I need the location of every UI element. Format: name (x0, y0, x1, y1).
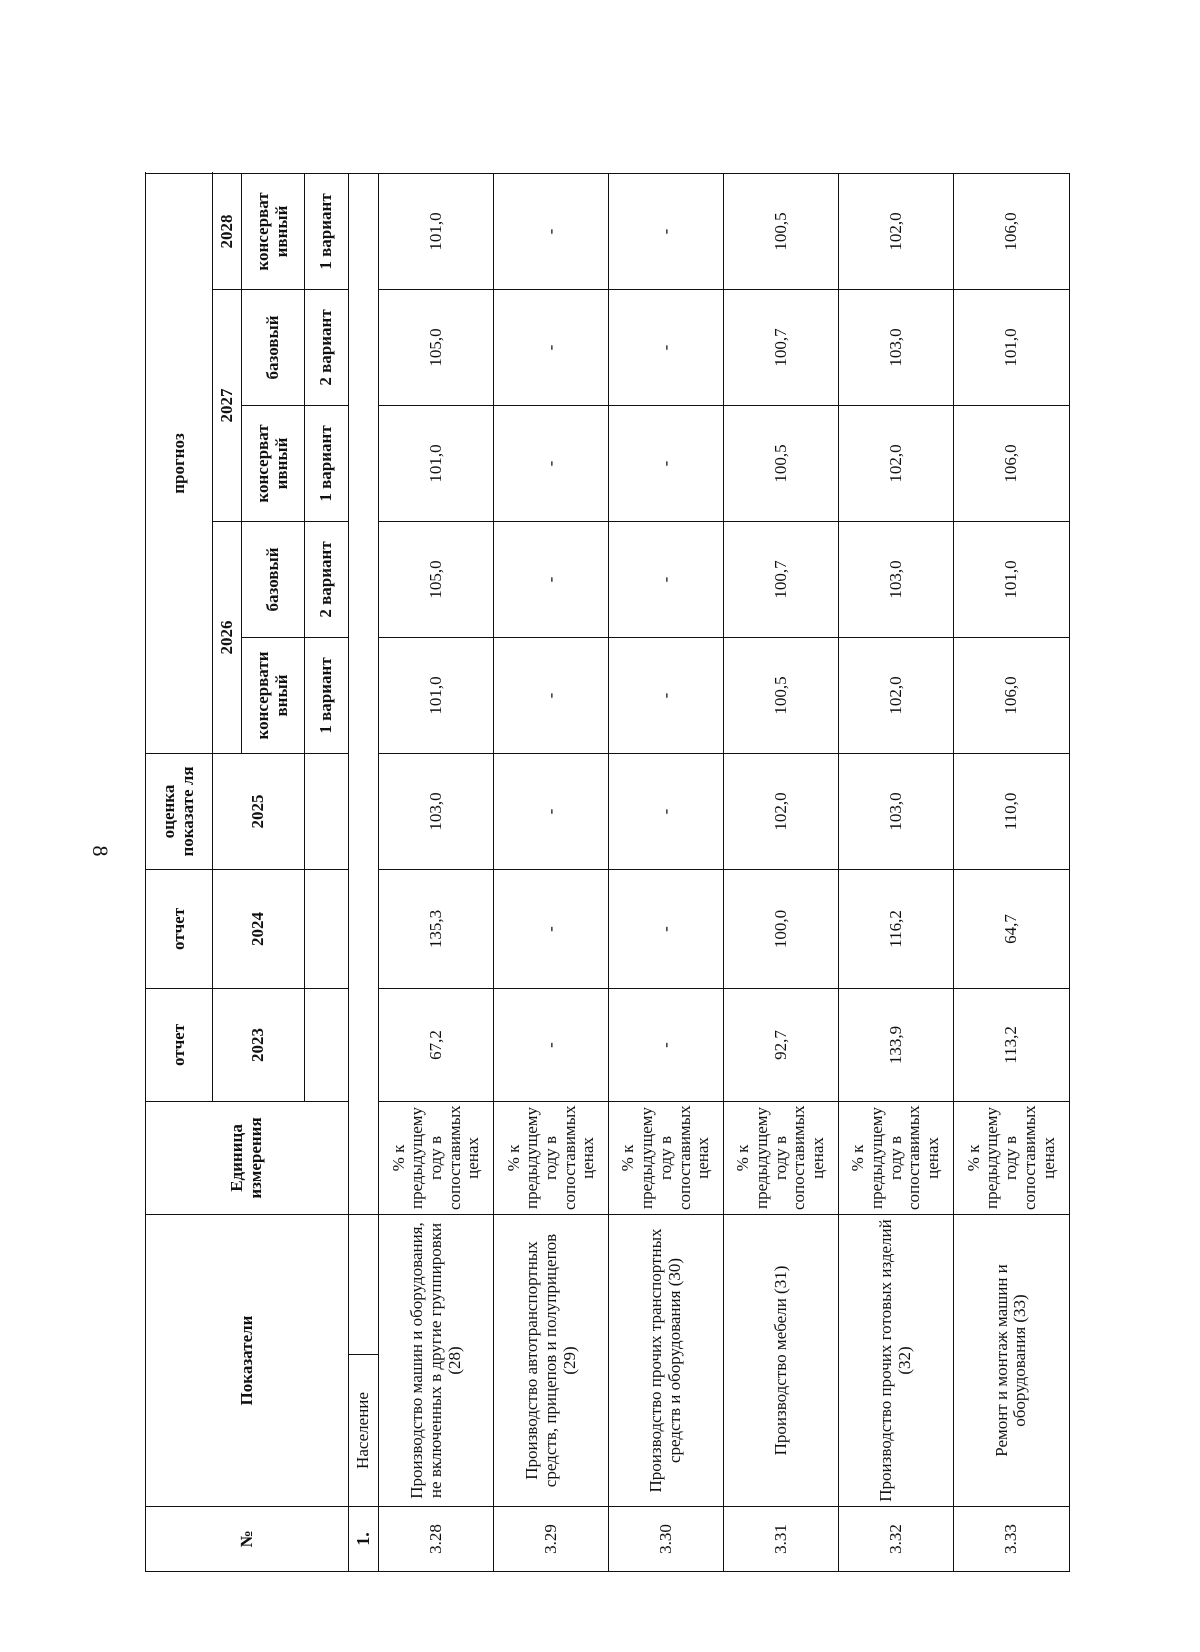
table-row (494, 173, 609, 1571)
row-unit: % к предыдущему году в сопоставимых ценах (379, 1101, 494, 1214)
row-value: - (609, 753, 724, 869)
row-value: 100,5 (724, 405, 839, 521)
row-value: - (609, 521, 724, 637)
header-unit: Единица измерения (146, 1101, 349, 1214)
page-number: 8 (88, 845, 113, 857)
row-unit: % к предыдущему году в сопоставимых ценах (724, 1101, 839, 1214)
row-value: 103,0 (839, 521, 954, 637)
row-value: 67,2 (379, 988, 494, 1101)
header-blank-2024 (304, 869, 348, 988)
row-indicator-name: Производство мебели (31) (724, 1214, 839, 1506)
row-number: 3.32 (839, 1507, 954, 1572)
row-value: 103,0 (379, 753, 494, 869)
header-report-2024: отчет (146, 869, 213, 988)
row-value: 100,0 (724, 869, 839, 988)
header-variant2-2027: 2 вариант (304, 289, 348, 405)
table-row (724, 173, 839, 1571)
header-year-2028: 2028 (212, 173, 241, 289)
header-conservative-2028: консерват ивный (242, 173, 305, 289)
header-conservative-2027: консерват ивный (242, 405, 305, 521)
header-conservative-2026: консервати вный (242, 637, 305, 753)
row-value: 113,2 (953, 988, 1069, 1101)
row-value: - (494, 869, 609, 988)
header-forecast: прогноз (146, 173, 213, 753)
row-number: 3.29 (494, 1507, 609, 1572)
header-year-2024: 2024 (212, 869, 304, 988)
forecast-table (145, 173, 1070, 1572)
section-blank (349, 1214, 379, 1354)
header-base-2027: базовый (242, 289, 305, 405)
row-value: 100,7 (724, 521, 839, 637)
table-row (839, 173, 954, 1571)
row-value: 100,7 (724, 289, 839, 405)
row-value: - (609, 289, 724, 405)
section-name: Население (349, 1355, 379, 1507)
row-unit: % к предыдущему году в сопоставимых ценах (953, 1101, 1069, 1214)
row-value: - (494, 988, 609, 1101)
row-unit: % к предыдущему году в сопоставимых ценах (609, 1101, 724, 1214)
row-value: 103,0 (839, 753, 954, 869)
row-value: 101,0 (379, 637, 494, 753)
row-value: 102,0 (839, 405, 954, 521)
row-value: 64,7 (953, 869, 1069, 988)
row-value: - (609, 869, 724, 988)
row-value: 106,0 (953, 405, 1069, 521)
header-variant2-2026: 2 вариант (304, 521, 348, 637)
row-value: 101,0 (953, 521, 1069, 637)
row-value: - (494, 637, 609, 753)
row-value: 106,0 (953, 173, 1069, 289)
row-value: 106,0 (953, 637, 1069, 753)
row-value: 100,5 (724, 173, 839, 289)
row-value: 103,0 (839, 289, 954, 405)
table-rotated-frame (145, 174, 1070, 1572)
header-base-2026: базовый (242, 521, 305, 637)
table-row (953, 173, 1069, 1571)
row-number: 3.30 (609, 1507, 724, 1572)
row-value: 116,2 (839, 869, 954, 988)
header-estimate-2025: оценка показате ля (146, 753, 213, 869)
table-body (379, 173, 1070, 1571)
table-row (609, 173, 724, 1571)
header-indicator: Показатели (146, 1214, 349, 1506)
row-value: 102,0 (724, 753, 839, 869)
row-indicator-name: Производство машин и оборудования, не включенных в другие группировки (28) (379, 1214, 494, 1506)
row-indicator-name: Производство прочих транспортных средств и оборудования (30) (609, 1214, 724, 1506)
row-number: 3.28 (379, 1507, 494, 1572)
row-value: - (609, 405, 724, 521)
section-blank-values (349, 173, 379, 1214)
row-number: 3.33 (953, 1507, 1069, 1572)
header-year-2027: 2027 (212, 289, 241, 521)
header-variant1-2026: 1 вариант (304, 637, 348, 753)
header-blank-2023 (304, 988, 348, 1101)
header-variant1-2027: 1 вариант (304, 405, 348, 521)
row-value: - (609, 637, 724, 753)
row-value: 105,0 (379, 289, 494, 405)
row-value: 92,7 (724, 988, 839, 1101)
header-year-2023: 2023 (212, 988, 304, 1101)
row-value: 101,0 (953, 289, 1069, 405)
section-number: 1. (349, 1507, 379, 1572)
row-indicator-name: Производство прочих готовых изделий (32) (839, 1214, 954, 1506)
row-value: - (609, 173, 724, 289)
header-blank-2025 (304, 753, 348, 869)
row-value: 105,0 (379, 521, 494, 637)
row-value: 100,5 (724, 637, 839, 753)
row-value: 102,0 (839, 173, 954, 289)
row-value: - (494, 753, 609, 869)
row-value: - (494, 173, 609, 289)
row-unit: % к предыдущему году в сопоставимых ценах (494, 1101, 609, 1214)
header-report-2023: отчет (146, 988, 213, 1101)
row-value: 102,0 (839, 637, 954, 753)
header-number: № (146, 1507, 349, 1572)
row-value: 101,0 (379, 405, 494, 521)
section-row (349, 173, 379, 1571)
header-variant1-2028: 1 вариант (304, 173, 348, 289)
table-row (379, 173, 494, 1571)
row-value: 133,9 (839, 988, 954, 1101)
row-value: 135,3 (379, 869, 494, 988)
row-unit: % к предыдущему году в сопоставимых ценах (839, 1101, 954, 1214)
row-value: - (494, 289, 609, 405)
row-indicator-name: Ремонт и монтаж машин и оборудования (33) (953, 1214, 1069, 1506)
row-value: - (494, 521, 609, 637)
row-value: - (609, 988, 724, 1101)
header-year-2026: 2026 (212, 521, 241, 753)
row-value: 110,0 (953, 753, 1069, 869)
row-value: 101,0 (379, 173, 494, 289)
row-number: 3.31 (724, 1507, 839, 1572)
row-indicator-name: Производство автотранспортных средств, прицепов и полуприцепов (29) (494, 1214, 609, 1506)
header-year-2025: 2025 (212, 753, 304, 869)
row-value: - (494, 405, 609, 521)
